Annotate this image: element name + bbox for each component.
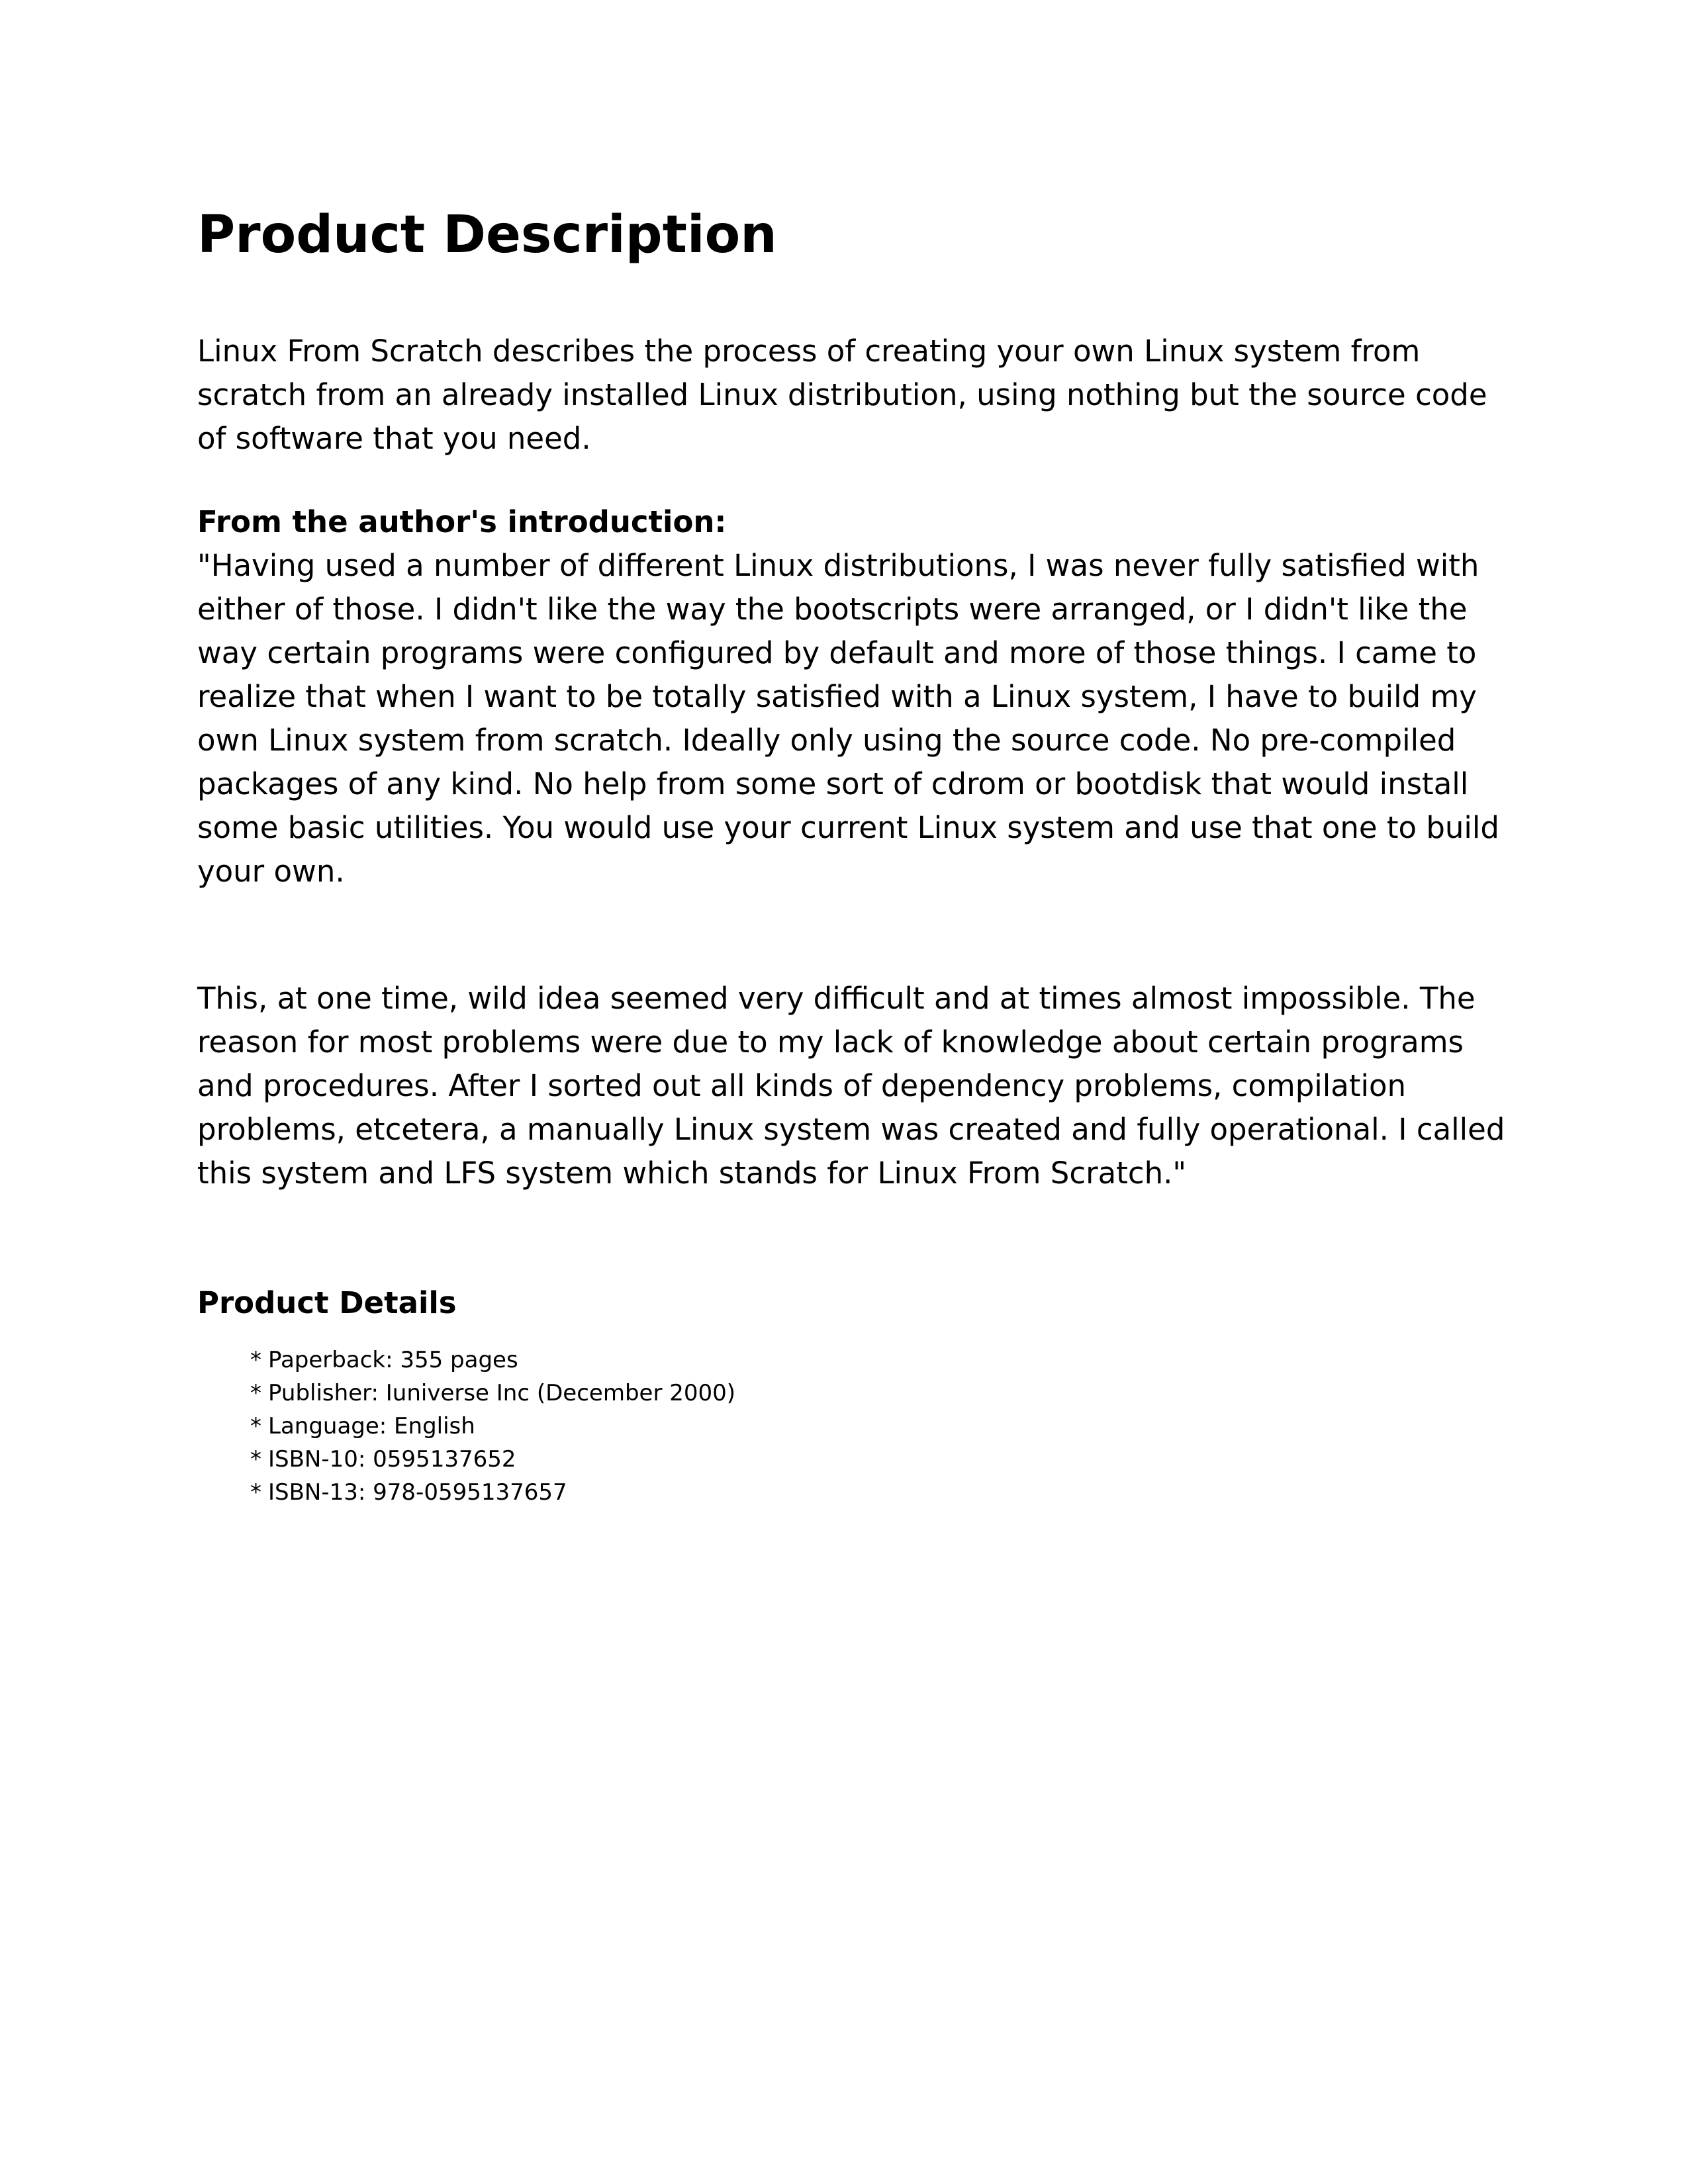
author-intro-heading: From the author's introduction: (197, 504, 727, 539)
bullet-symbol: * (250, 1347, 261, 1373)
product-details-heading: Product Details (197, 1285, 457, 1320)
author-quote-paragraph-1: "Having used a number of different Linux distributions, I was never fully satisfied with either of those. I didn't like the way the bootscripts were arranged, or I didn't like the way certain programs were configured by default and more of those things. I came to realize that when I want to be totally satisfied with a Linux system, I have to build my own Linux system from scratch. Ideally only using the source code. No pre-compiled packages of any kind. No help from some sort of cdrom or bootdisk that would install some basic utilities. You would use your current Linux system and use that one to build your own. (197, 548, 1499, 889)
product-details-list (250, 1343, 1508, 1509)
detail-isbn-10: ISBN-10: 0595137652 (268, 1446, 516, 1473)
detail-item (250, 1343, 1508, 1377)
detail-item (250, 1410, 1508, 1443)
bullet-symbol: * (250, 1380, 261, 1406)
intro-paragraph: Linux From Scratch describes the process of creating your own Linux system from scratch from an already installed Linux distribution, using nothing but the source code of software that you need. (197, 334, 1487, 456)
bullet-symbol: * (250, 1479, 261, 1506)
detail-publisher: Publisher: Iuniverse Inc (December 2000) (268, 1380, 736, 1406)
detail-item (250, 1377, 1508, 1410)
detail-paperback: Paperback: 355 pages (268, 1347, 518, 1373)
detail-item (250, 1476, 1508, 1509)
detail-isbn-13: ISBN-13: 978-0595137657 (268, 1479, 567, 1506)
page-title: Product Description (197, 205, 777, 265)
bullet-symbol: * (250, 1413, 261, 1439)
bullet-symbol: * (250, 1446, 261, 1473)
author-quote-paragraph-2: This, at one time, wild idea seemed very difficult and at times almost impossible. The reason for most problems were due to my lack of knowledge about certain programs and procedures. After I sorted out all kinds of dependency problems, compilation problems, etcetera, a manually Linux system was created and fully operational. I called this system and LFS system which stands for Linux From Scratch." (197, 981, 1505, 1191)
document-content (197, 199, 1508, 1509)
detail-item (250, 1443, 1508, 1476)
detail-language: Language: English (268, 1413, 475, 1439)
